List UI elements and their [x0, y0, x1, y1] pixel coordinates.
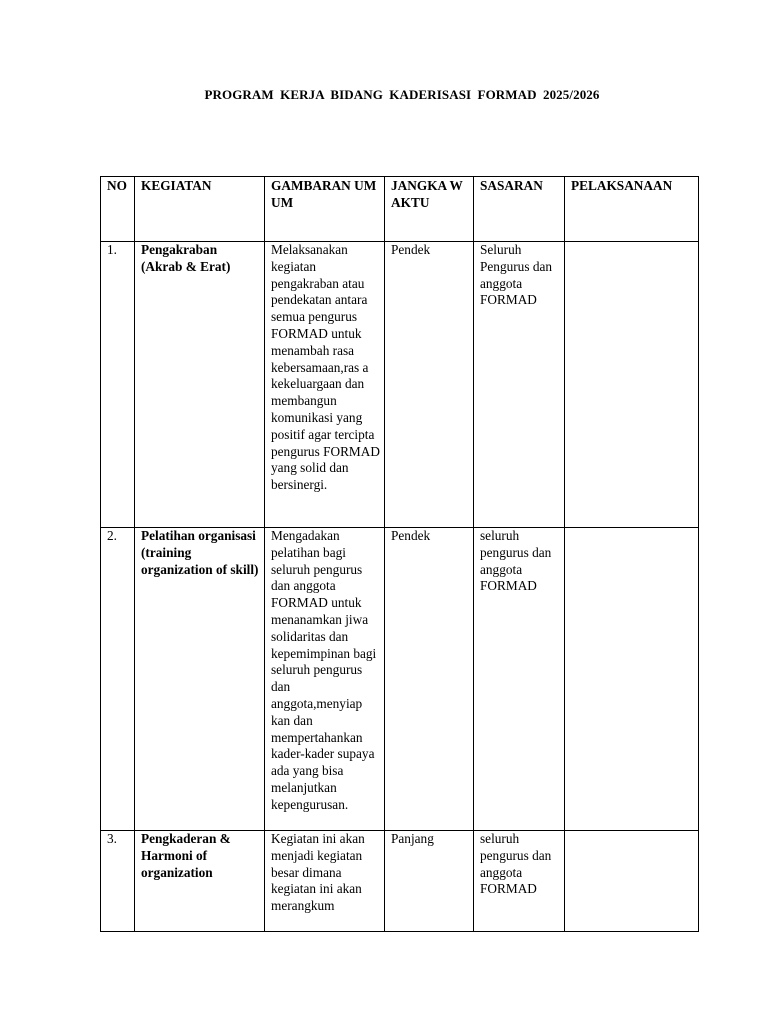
header-kegiatan: KEGIATAN [135, 177, 265, 242]
table-row [101, 528, 699, 831]
cell-jangka-waktu: Panjang [385, 831, 474, 932]
cell-gambaran-umum: Melaksanakan kegiatan pengakraban atau pendekatan antara semua pengurus FORMAD untuk menambah rasa kebersamaan,ras a kekeluargaan dan membangun komunikasi yang positif agar tercipta pengurus FORMAD yang solid dan bersinergi. [265, 242, 385, 528]
table-header-row [101, 177, 699, 242]
cell-gambaran-umum: Kegiatan ini akan menjadi kegiatan besar dimana kegiatan ini akan merangkum [265, 831, 385, 932]
cell-sasaran: Seluruh Pengurus dan anggota FORMAD [474, 242, 565, 528]
cell-sasaran: seluruh pengurus dan anggota FORMAD [474, 528, 565, 831]
cell-pelaksanaan [565, 528, 699, 831]
cell-gambaran-umum: Mengadakan pelatihan bagi seluruh pengurus dan anggota FORMAD untuk menanamkan jiwa solidaritas dan kepemimpinan bagi seluruh pengurus dan anggota,menyiap kan dan mempertahankan kader-kader supaya ada yang bisa melanjutkan kepengurusan. [265, 528, 385, 831]
cell-jangka-waktu: Pendek [385, 528, 474, 831]
cell-kegiatan: Pelatihan organisasi (training organization of skill) [135, 528, 265, 831]
table-row [101, 831, 699, 932]
cell-no: 1. [101, 242, 135, 528]
header-no: NO [101, 177, 135, 242]
cell-no: 2. [101, 528, 135, 831]
cell-no: 3. [101, 831, 135, 932]
cell-sasaran: seluruh pengurus dan anggota FORMAD [474, 831, 565, 932]
program-table [100, 176, 699, 932]
document-title: PROGRAM KERJA BIDANG KADERISASI FORMAD 2025/2026 [204, 87, 600, 102]
header-gambaran-umum: GAMBARAN UMUM [265, 177, 385, 242]
cell-kegiatan: Pengakraban (Akrab & Erat) [135, 242, 265, 528]
cell-kegiatan: Pengkaderan & Harmoni of organization [135, 831, 265, 932]
table-row [101, 242, 699, 528]
header-jangka-waktu: JANGKA WAKTU [385, 177, 474, 242]
cell-jangka-waktu: Pendek [385, 242, 474, 528]
header-sasaran: SASARAN [474, 177, 565, 242]
cell-pelaksanaan [565, 242, 699, 528]
cell-pelaksanaan [565, 831, 699, 932]
header-pelaksanaan: PELAKSANAAN [565, 177, 699, 242]
